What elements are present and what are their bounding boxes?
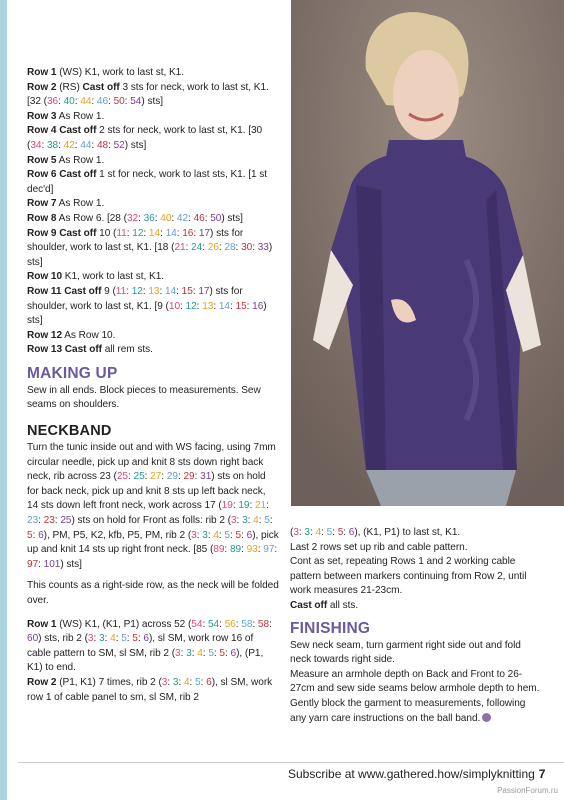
size-value: 21 [254,500,267,512]
text-run: : [104,633,111,645]
bold-run: Row 11 Cast off [27,285,102,297]
size-value: 58 [241,618,253,630]
text-run: : [167,676,173,688]
size-value: 38 [46,139,59,151]
size-value: 3 [172,676,179,688]
text-run: : [171,212,177,224]
text-run: : [176,227,183,239]
text-run: : [309,527,316,538]
text-run: : [202,618,208,630]
text-run: ), sl SM, work row 1 of cable panel to sm, sl SM, rib 2 [27,676,273,703]
pattern-row [27,270,279,285]
size-value: 54 [207,618,220,630]
bold-run: Row 3 [27,110,57,122]
text-run: : [196,300,203,312]
row-2-continuation [290,526,540,541]
size-value: 5 [195,676,201,688]
text-run: As Row 1. [56,154,105,166]
pattern-row [27,676,279,705]
text-run: : [298,527,305,538]
text-run: : [154,212,161,224]
text-run: : [54,515,61,527]
end-of-pattern-dot-icon [482,713,491,722]
continue-instructions: Cont as set, repeating Rows 1 and 2 working cable pattern between markers continuing from Row 2, until work measures 21-23cm. [290,556,527,597]
size-value: 50 [210,212,222,224]
text-run: ) sts for shoulder, work to last st, K1. [18 ( [27,227,244,254]
size-value: 10 [168,300,181,312]
finishing-neck-seam: Sew neck seam, turn garment right side out and fold neck towards right side. [290,639,521,666]
text-run: : [269,515,273,527]
text-run: : [142,285,149,297]
neckband-rows [27,618,279,706]
size-value: 29 [183,471,195,483]
text-run: : [252,242,258,254]
size-value: 3 [202,529,208,541]
text-run: : [93,633,100,645]
size-value: 5 [219,647,225,659]
text-run: : [202,242,208,254]
text-run: : [274,544,278,556]
size-value: 5 [326,527,333,538]
text-run: : [176,285,182,297]
text-run: : [235,618,242,630]
finishing-armhole-and-blocking [290,668,540,726]
text-run: ) sts for shoulder, work to last st, K1. [9 ( [27,285,243,312]
text-run: : [108,96,114,108]
text-run: : [269,618,272,630]
text-run: : [185,242,192,254]
making-up-heading: MAKING UP [27,364,118,382]
bold-run: Row 12 [27,329,63,341]
size-value: 89 [213,544,225,556]
size-value: 17 [198,285,210,297]
text-run: : [124,96,131,108]
setup-note: Last 2 rows set up rib and cable pattern. [290,541,468,553]
size-value: 24 [191,242,203,254]
size-value: 15 [235,300,247,312]
text-run: : [188,212,194,224]
bold-run: Row 8 [27,212,57,224]
cast-off-line [290,599,540,614]
text-run: As Row 6. [28 ( [56,212,127,224]
pattern-row [27,154,279,169]
size-value: 6 [143,633,149,645]
size-value: 42 [63,139,75,151]
back-shaping-rows [27,66,279,358]
size-value: 14 [218,300,230,312]
text-run: : [246,300,253,312]
text-run: : [257,544,264,556]
text-run: : [178,676,184,688]
size-value: 58 [257,618,270,630]
left-text-column [27,66,279,705]
size-value: 5 [264,515,270,527]
text-run: : [74,139,81,151]
text-run: : [224,544,230,556]
text-run: : [41,139,47,151]
size-value: 3 [87,633,94,645]
text-run: ) sts, rib 2 ( [38,633,88,645]
text-run: : [38,558,44,570]
size-value: 19 [238,500,250,512]
text-run: : [115,633,122,645]
size-value: 11 [116,227,127,239]
text-run: : [202,647,209,659]
text-run: : [241,544,247,556]
text-run: : [91,96,97,108]
text-run: : [247,515,254,527]
size-value: 56 [224,618,236,630]
size-value: 60 [27,633,39,645]
size-value: 16 [252,300,264,312]
size-value: 36 [143,212,155,224]
size-value: 6 [246,529,253,541]
bold-run: Row 2 [27,81,57,93]
pattern-row [27,81,279,110]
text-run: Turn the tunic inside out and with WS facing, using 7mm circular needle, pick up and knit 8 sts down right back neck, rib across 23 ( [27,442,276,483]
pattern-row [27,343,279,358]
bold-run: Row 1 [27,67,57,78]
text-run: ) sts] [141,96,163,108]
size-value: 3 [230,515,237,527]
text-run: : [207,529,214,541]
text-run: : [177,471,184,483]
text-run: 1 st for neck, work to last sts, K1. [1 st dec'd] [27,169,268,195]
neckband-note: This counts as a right-side row, as the neck will be folded over. [27,580,279,606]
text-run: : [194,471,201,483]
text-run: : [219,618,225,630]
text-run: (P1, K1) 7 times, rib 2 ( [56,676,162,688]
size-value: 31 [200,471,212,483]
text-run: ), (K1, P1) to last st, K1. [354,527,461,538]
size-value: 48 [96,139,109,151]
text-run: : [200,676,207,688]
text-run: : [58,96,64,108]
subscribe-link[interactable]: Subscribe at www.gathered.how/simplyknitting [288,767,535,781]
pattern-row [27,197,279,212]
size-value: 32 [126,212,139,224]
text-run: : [235,242,242,254]
text-run: (WS) K1, work to last st, K1. [56,67,184,78]
text-run: ), PM, P5, K2, kfb, P5, PM, rib 2 ( [43,529,192,541]
size-value: 5 [337,527,344,538]
size-value: 25 [60,515,72,527]
size-value: 15 [181,285,193,297]
size-value: 3 [99,633,105,645]
size-value: 5 [235,529,242,541]
text-run: : [266,500,269,512]
pattern-row [27,124,279,153]
size-value: 5 [27,529,33,541]
size-value: 54 [130,96,142,108]
size-value: 101 [43,558,61,570]
right-text-column [290,526,540,726]
size-value: 28 [224,242,236,254]
bold-run: Row 4 Cast off [27,125,97,137]
text-run: ) sts] [221,212,243,224]
pattern-row [27,285,279,329]
bold-run: Row 1 [27,618,57,630]
size-value: 12 [132,227,144,239]
size-value: 4 [213,529,219,541]
text-run: ) sts] [27,242,273,268]
size-value: 29 [166,471,178,483]
text-run: As Row 1. [56,198,105,210]
text-run: : [332,527,338,538]
text-run: ) sts] [27,300,267,327]
size-value: 13 [148,285,160,297]
text-run: : [144,471,151,483]
text-run: (RS) [56,81,83,93]
finishing-armhole-text: Measure an armhole depth on Back and Front to 26-27cm and sew side seams below armhole depth to hem. Gently block the garment to measurements, following any yarn care instructions on the ball band. [290,668,540,724]
text-run: 10 ( [96,227,117,239]
pattern-row [27,227,279,271]
size-value: 3 [304,527,310,538]
size-value: 46 [96,96,109,108]
size-value: 30 [241,242,253,254]
size-value: 17 [198,227,211,239]
text-run: : [196,529,203,541]
text-run: : [232,500,239,512]
text-run: : [180,647,187,659]
size-value: 16 [182,227,194,239]
size-value: 25 [116,471,128,483]
size-value: 44 [80,139,92,151]
text-run: : [38,515,44,527]
size-value: 33 [257,242,269,254]
size-value: 93 [246,544,258,556]
size-value: 34 [30,139,42,151]
text-run: : [58,139,64,151]
text-run: all sts. [327,599,359,611]
text-run: : [213,647,220,659]
text-run: : [258,515,265,527]
bold-run: Row 7 [27,198,57,210]
text-run: As Row 10. [62,329,116,341]
size-value: 6 [348,527,355,538]
text-run: : [236,515,243,527]
page-footer [288,766,545,782]
size-value: 5 [224,529,230,541]
text-run: : [143,227,149,239]
size-value: 4 [183,676,190,688]
text-run: : [161,471,167,483]
size-value: 5 [121,633,127,645]
text-run: : [229,300,236,312]
text-run: : [218,529,225,541]
pattern-row [27,110,279,125]
size-value: 4 [253,515,259,527]
text-run: : [204,212,211,224]
size-value: 4 [197,647,203,659]
text-run: ), pick up and knit 14 sts up right front neck. [85 ( [27,529,279,556]
size-value: 12 [185,300,197,312]
text-run: : [32,529,39,541]
size-value: 3 [161,676,168,688]
pattern-row [27,212,279,227]
text-run: : [126,227,133,239]
text-run: ) sts on hold for Front as folls: rib 2 ( [71,515,231,527]
size-value: 36 [46,96,59,108]
text-run: : [230,529,236,541]
making-up-text: Sew in all ends. Block pieces to measurements. Sew seams on shoulders. [27,384,261,411]
text-run: : [189,676,196,688]
size-value: 89 [229,544,242,556]
bold-run: Cast off [82,81,120,93]
site-watermark: PassionForum.ru [497,786,558,795]
size-value: 19 [221,500,233,512]
text-run: ( [290,527,294,538]
size-value: 50 [113,96,125,108]
text-run: : [241,529,247,541]
left-accent-bar [0,0,7,800]
size-value: 3 [175,647,181,659]
size-value: 97 [27,558,39,570]
text-run: : [108,139,114,151]
size-value: 25 [133,471,145,483]
text-run: : [126,285,132,297]
neckband-instructions [27,441,279,572]
text-run: : [252,618,258,630]
text-run: : [127,471,134,483]
size-value: 23 [27,515,39,527]
size-value: 6 [230,647,237,659]
text-run: : [160,227,166,239]
size-value: 4 [315,527,322,538]
size-value: 23 [43,515,55,527]
size-value: 3 [242,515,248,527]
text-run: : [138,212,144,224]
size-value: 3 [191,529,197,541]
text-run: K1, work to last st, K1. [62,271,165,283]
text-run: : [213,300,219,312]
size-value: 13 [202,300,214,312]
page-number: 7 [538,767,546,781]
size-value: 40 [63,96,75,108]
text-run: : [91,139,97,151]
bold-run: Row 5 [27,154,57,166]
size-value: 3 [293,527,299,538]
size-value: 97 [263,544,275,556]
size-value: 6 [38,529,44,541]
size-value: 44 [80,96,92,108]
text-run: ) sts] [60,558,82,570]
size-value: 52 [113,139,125,151]
size-value: 21 [174,242,186,254]
text-run: 2 sts for neck, work to last st, K1. [30 ( [27,125,263,151]
size-value: 14 [165,285,177,297]
bold-run: Row 6 Cast off [27,169,97,181]
size-value: 27 [150,471,162,483]
size-value: 46 [193,212,205,224]
text-run: ), (P1, K1) to end. [27,647,264,674]
text-run: 9 ( [101,285,116,297]
text-run: 3 sts for neck, work to last st, K1. [32 ( [27,81,269,108]
pattern-row [27,329,279,344]
neckband-heading: NECKBAND [27,423,112,440]
text-run: : [159,285,166,297]
size-value: 3 [186,647,192,659]
bold-run: Cast off [290,599,328,611]
text-run: : [218,242,225,254]
text-run: : [180,300,186,312]
text-run: ) sts] [124,139,147,151]
footer-divider [18,762,564,763]
pattern-row [27,66,279,81]
text-run: : [74,96,81,108]
bold-run: Row 2 [27,676,57,688]
size-value: 40 [160,212,172,224]
text-run: : [137,633,144,645]
text-run: : [249,500,255,512]
pattern-row [27,618,279,676]
model-wearing-purple-tunic-illustration [291,0,564,506]
text-run: ) sts on hold for back neck, pick up and knit 8 sts up left back neck, 14 sts down left front neck, work across 17 ( [27,471,266,512]
text-run: ), sl SM, work row 16 of cable pattern to SM, sl SM, rib 2 ( [27,633,254,659]
model-photo [291,0,564,506]
size-value: 5 [132,633,138,645]
bold-run: Row 9 Cast off [27,227,97,239]
size-value: 26 [207,242,219,254]
text-run: : [192,285,199,297]
text-run: As Row 1. [56,110,105,122]
size-value: 6 [206,676,212,688]
text-run: : [343,527,349,538]
text-run: : [193,227,199,239]
size-value: 11 [115,285,127,297]
text-run: : [321,527,327,538]
size-value: 5 [208,647,214,659]
text-run: : [224,647,231,659]
size-value: 14 [148,227,161,239]
size-value: 54 [191,618,203,630]
finishing-heading: FINISHING [290,619,371,637]
pattern-row [27,168,279,197]
size-value: 4 [110,633,116,645]
size-value: 42 [176,212,189,224]
size-value: 12 [131,285,143,297]
text-run: : [191,647,198,659]
bold-run: Row 13 Cast off [27,344,102,356]
text-run: : [126,633,133,645]
text-run: (WS) K1, (K1, P1) across 52 ( [56,618,192,630]
bold-run: Row 10 [27,271,63,283]
text-run: all rem sts. [101,344,153,356]
size-value: 14 [165,227,177,239]
